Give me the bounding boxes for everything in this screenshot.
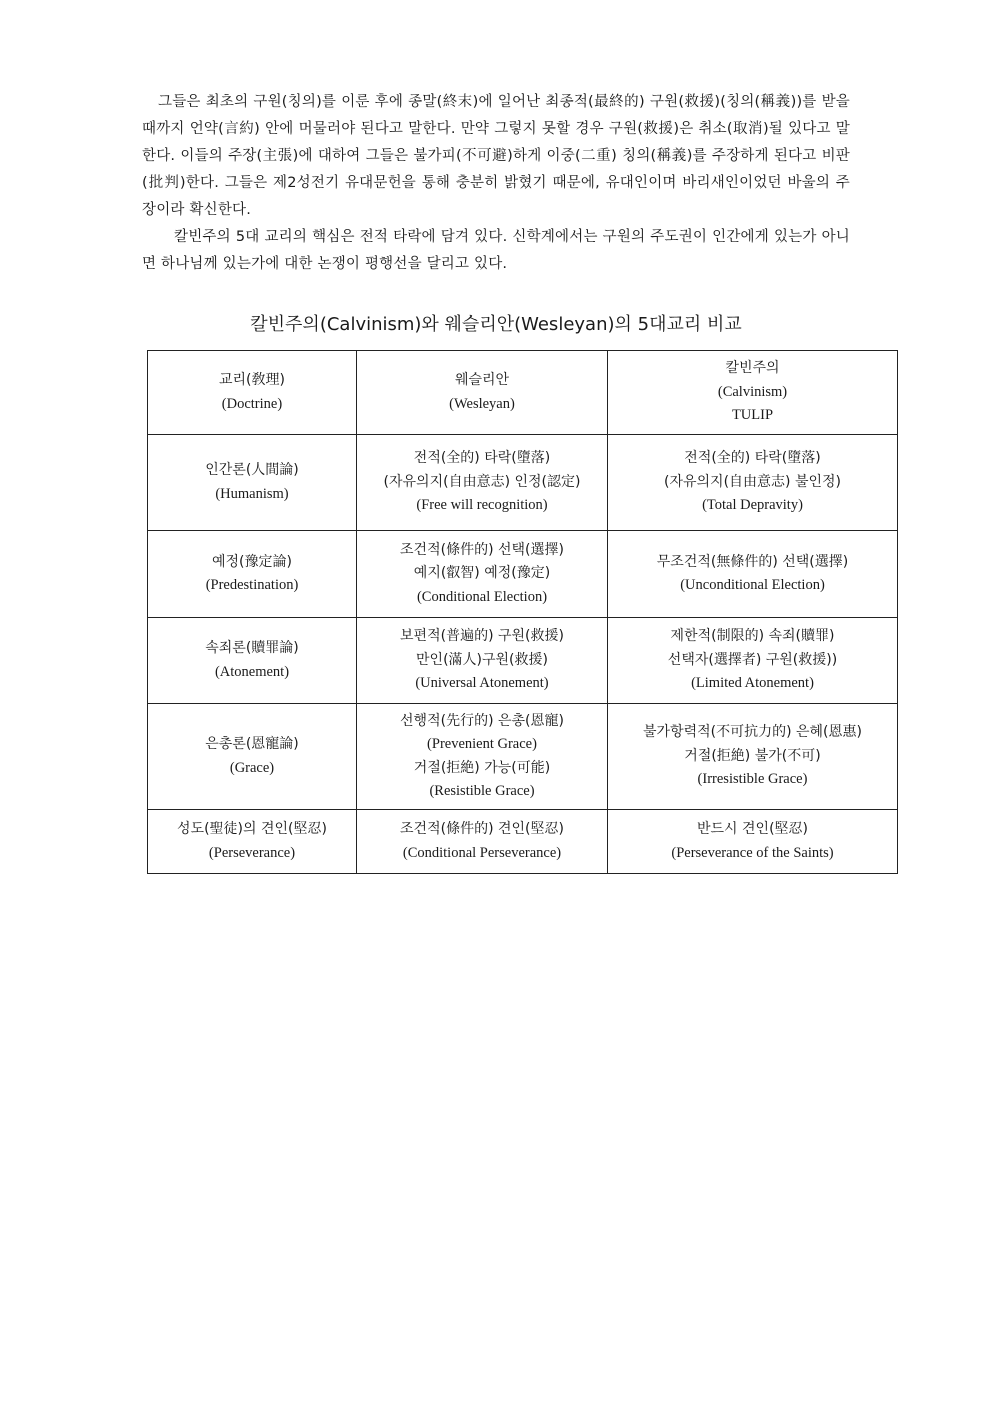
wesleyan-cell — [357, 704, 608, 810]
calvinism-cell — [608, 810, 898, 874]
cell-line: (Prevenient Grace) — [427, 736, 537, 752]
cell-line: (Conditional Election) — [416, 588, 548, 605]
paragraph-2: 칼빈주의 5대 교리의 핵심은 전적 타락에 담겨 있다. 신학계에서는 구원의 주도권이 인간에게 있는가 아니면 하나님께 있는가에 대한 논쟁이 평행선을 달리고 있다. — [142, 229, 850, 272]
calvinism-cell — [608, 618, 898, 704]
cell-line: 반드시 견인(堅忍) — [697, 821, 808, 837]
wesleyan-cell — [357, 810, 608, 874]
cell-line: 선택자(選擇者) 구원(救援)) — [667, 651, 838, 668]
table-header-row — [148, 351, 898, 435]
table-row — [148, 531, 898, 618]
cell-line: 불가항력적(不可抗力的) 은혜(恩惠) — [643, 724, 862, 741]
cell-line: (Doctrine) — [221, 395, 283, 412]
cell-line: 인간론(人間論) — [205, 462, 299, 478]
cell-line: (Universal Atonement) — [415, 675, 549, 692]
cell-line: 선행적(先行的) 은총(恩寵) — [400, 712, 564, 729]
cell-line: 예지(叡智) 예정(豫定) — [413, 565, 551, 582]
doctrine-cell — [148, 435, 357, 531]
doctrine-cell — [148, 531, 357, 618]
header-calvinism — [608, 351, 898, 435]
cell-line: 거절(拒絶) 불가(不可) — [684, 747, 821, 764]
cell-line: (Resistible Grace) — [429, 783, 535, 799]
cell-line: (자유의지(自由意志) 불인정) — [664, 473, 841, 490]
cell-line: 속죄론(贖罪論) — [205, 640, 299, 656]
cell-line: (자유의지(自由意志) 인정(認定) — [383, 473, 581, 490]
doctrine-cell — [148, 704, 357, 810]
calvinism-cell — [608, 531, 898, 618]
cell-line: 조건적(條件的) 선택(選擇) — [400, 541, 564, 558]
cell-line: (Perseverance of the Saints) — [671, 844, 834, 861]
cell-line: (Irresistible Grace) — [697, 771, 808, 788]
paragraph-1: 그들은 최초의 구원(칭의)를 이룬 후에 종말(終末)에 일어난 최종적(最終的) 구원(救援)(칭의(稱義))를 받을 때까지 언약(言約) 안에 머물러야 된다고 말한다. 만약 그렇지 못할 경우 구원(救援)은 취소(取消)될 있다고 말한다. 이들의 주장(主張)에 대하여 그들은 불가피(不可避)하게 이중(二重) 칭의(稱義)를 주장하게 된다고 비판(批判)한다. 그들은 제2성전기 유대문헌을 통해 충분히 밝혔기 때문에, 유대인이며 바리새인이었던 바울의 주장이라 확신한다. — [142, 94, 850, 218]
table-row — [148, 618, 898, 704]
wesleyan-cell — [357, 435, 608, 531]
cell-line: 예정(豫定論) — [212, 553, 292, 570]
calvinism-cell — [608, 435, 898, 531]
cell-line: 은총론(恩寵論) — [205, 736, 299, 752]
comparison-table — [147, 350, 898, 874]
cell-line: (Total Depravity) — [702, 497, 803, 514]
cell-line: (Grace) — [229, 759, 275, 776]
wesleyan-cell — [357, 531, 608, 618]
cell-line: (Free will recognition) — [416, 497, 548, 514]
table-row — [148, 435, 898, 531]
cell-line: (Conditional Perseverance) — [402, 844, 562, 861]
calvinism-cell — [608, 704, 898, 810]
wesleyan-cell — [357, 618, 608, 704]
cell-line: TULIP — [731, 407, 774, 424]
cell-line: 만인(滿人)구원(救援) — [416, 651, 548, 668]
cell-line: (Calvinism) — [717, 383, 788, 400]
table-row — [148, 810, 898, 874]
header-wesleyan — [357, 351, 608, 435]
cell-line: 거절(拒絶) 가능(可能) — [413, 759, 551, 776]
cell-line: 조건적(條件的) 견인(堅忍) — [400, 821, 564, 837]
cell-line: 성도(聖徒)의 견인(堅忍) — [177, 821, 327, 837]
cell-line: 칼빈주의 — [725, 360, 780, 377]
cell-line: (Wesleyan) — [449, 395, 515, 412]
cell-line: (Unconditional Election) — [680, 577, 825, 593]
header-doctrine — [148, 351, 357, 435]
cell-line: (Predestination) — [205, 577, 299, 593]
doctrine-cell — [148, 618, 357, 704]
cell-line: 무조건적(無條件的) 선택(選擇) — [656, 553, 849, 570]
cell-line: (Humanism) — [215, 485, 289, 502]
cell-line: 교리(敎理) — [219, 372, 285, 388]
cell-line: (Atonement) — [214, 663, 290, 680]
doctrine-cell — [148, 810, 357, 874]
cell-line: 제한적(制限的) 속죄(贖罪) — [670, 628, 835, 645]
cell-line: 전적(全的) 타락(墮落) — [684, 450, 821, 467]
cell-line: (Perseverance) — [208, 844, 296, 861]
table-title: 칼빈주의(Calvinism)와 웨슬리안(Wesleyan)의 5대교리 비교 — [250, 314, 742, 335]
table-row — [148, 704, 898, 810]
cell-line: 보편적(普遍的) 구원(救援) — [400, 628, 564, 645]
cell-line: 웨슬리안 — [454, 372, 510, 388]
cell-line: (Limited Atonement) — [691, 675, 814, 692]
cell-line: 전적(全的) 타락(墮落) — [413, 450, 551, 467]
